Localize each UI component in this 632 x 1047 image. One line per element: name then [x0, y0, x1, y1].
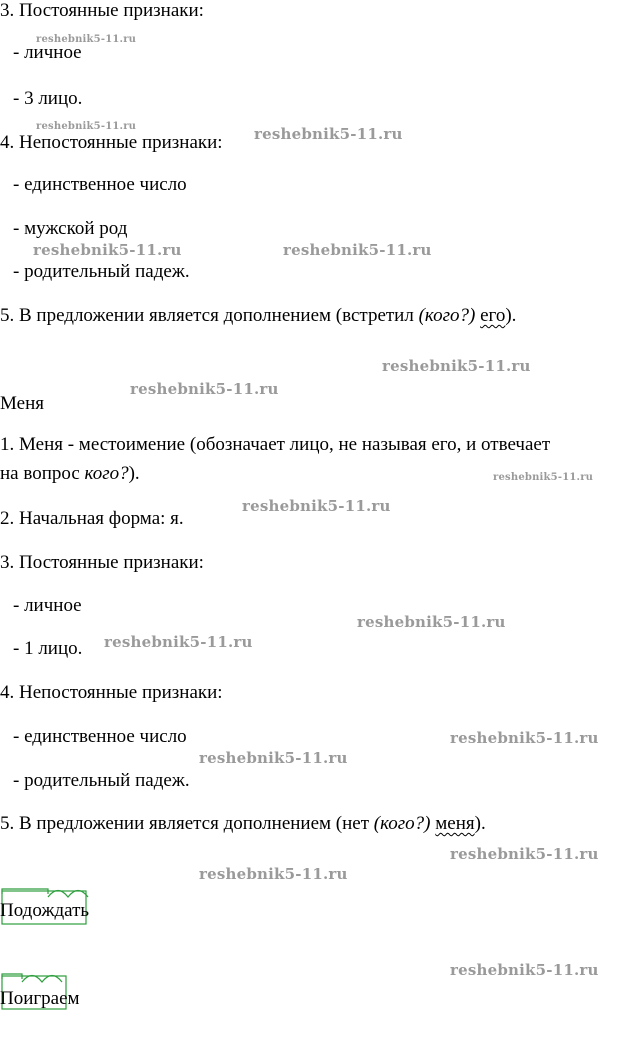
watermark: reshebnik5-11.ru	[33, 241, 182, 259]
watermark: reshebnik5-11.ru	[36, 34, 137, 45]
sec2-def-question: кого?	[84, 463, 129, 484]
sec1-constant-2: - 3 лицо.	[13, 88, 83, 109]
watermark: reshebnik5-11.ru	[450, 845, 599, 863]
sec2-variable-heading: 4. Непостоянные признаки:	[0, 682, 223, 703]
watermark: reshebnik5-11.ru	[36, 121, 137, 132]
sec2-role-suffix: ).	[474, 813, 486, 834]
sec2-definition-line1: 1. Меня - местоимение (обозначает лицо, не называя его, и отвечает	[0, 434, 551, 455]
sec2-variable-2: - родительный падеж.	[13, 770, 190, 791]
watermark: reshebnik5-11.ru	[450, 961, 599, 979]
sec1-constant-1: - личное	[13, 42, 82, 63]
sec2-word-heading: Меня	[0, 393, 44, 414]
sec1-role-question: (кого?)	[418, 305, 476, 326]
sec2-constant-2: - 1 лицо.	[13, 638, 83, 659]
watermark: reshebnik5-11.ru	[254, 125, 403, 143]
sec2-constant-1: - личное	[13, 595, 82, 616]
morpheme-word-2	[0, 970, 110, 1014]
sec1-constant-heading: 3. Постоянные признаки:	[0, 0, 204, 21]
sec1-role-line	[0, 305, 516, 327]
watermark: reshebnik5-11.ru	[199, 865, 348, 883]
sec2-initial-form: 2. Начальная форма: я.	[0, 508, 184, 529]
watermark: reshebnik5-11.ru	[450, 729, 599, 747]
sec1-variable-3: - родительный падеж.	[13, 261, 190, 282]
sec1-role-prefix: 5. В предложении является дополнением (встретил	[0, 305, 419, 326]
watermark: reshebnik5-11.ru	[130, 380, 279, 398]
sec2-role-line	[0, 813, 486, 835]
watermark: reshebnik5-11.ru	[357, 613, 506, 631]
watermark: reshebnik5-11.ru	[493, 472, 594, 483]
sec1-role-suffix: ).	[505, 305, 517, 326]
sec2-def-suffix: ).	[128, 463, 140, 484]
morpheme-word-1	[0, 885, 110, 929]
sec2-definition-line2	[0, 463, 140, 485]
word-2: Поиграем	[0, 988, 80, 1009]
sec1-variable-heading: 4. Непостоянные признаки:	[0, 132, 223, 153]
watermark: reshebnik5-11.ru	[283, 241, 432, 259]
watermark: reshebnik5-11.ru	[242, 497, 391, 515]
watermark: reshebnik5-11.ru	[382, 357, 531, 375]
sec1-variable-1: - единственное число	[13, 174, 187, 195]
watermark: reshebnik5-11.ru	[199, 749, 348, 767]
watermark: reshebnik5-11.ru	[104, 633, 253, 651]
sec2-def-prefix: на вопрос	[0, 463, 85, 484]
sec2-constant-heading: 3. Постоянные признаки:	[0, 552, 204, 573]
word-1: Подождать	[0, 900, 90, 921]
sec1-role-word: его	[480, 305, 506, 326]
sec2-role-word: меня	[435, 813, 475, 834]
sec2-role-prefix: 5. В предложении является дополнением (нет	[0, 813, 374, 834]
sec2-variable-1: - единственное число	[13, 726, 187, 747]
sec1-variable-2: - мужской род	[13, 218, 128, 239]
sec2-role-question: (кого?)	[373, 813, 431, 834]
